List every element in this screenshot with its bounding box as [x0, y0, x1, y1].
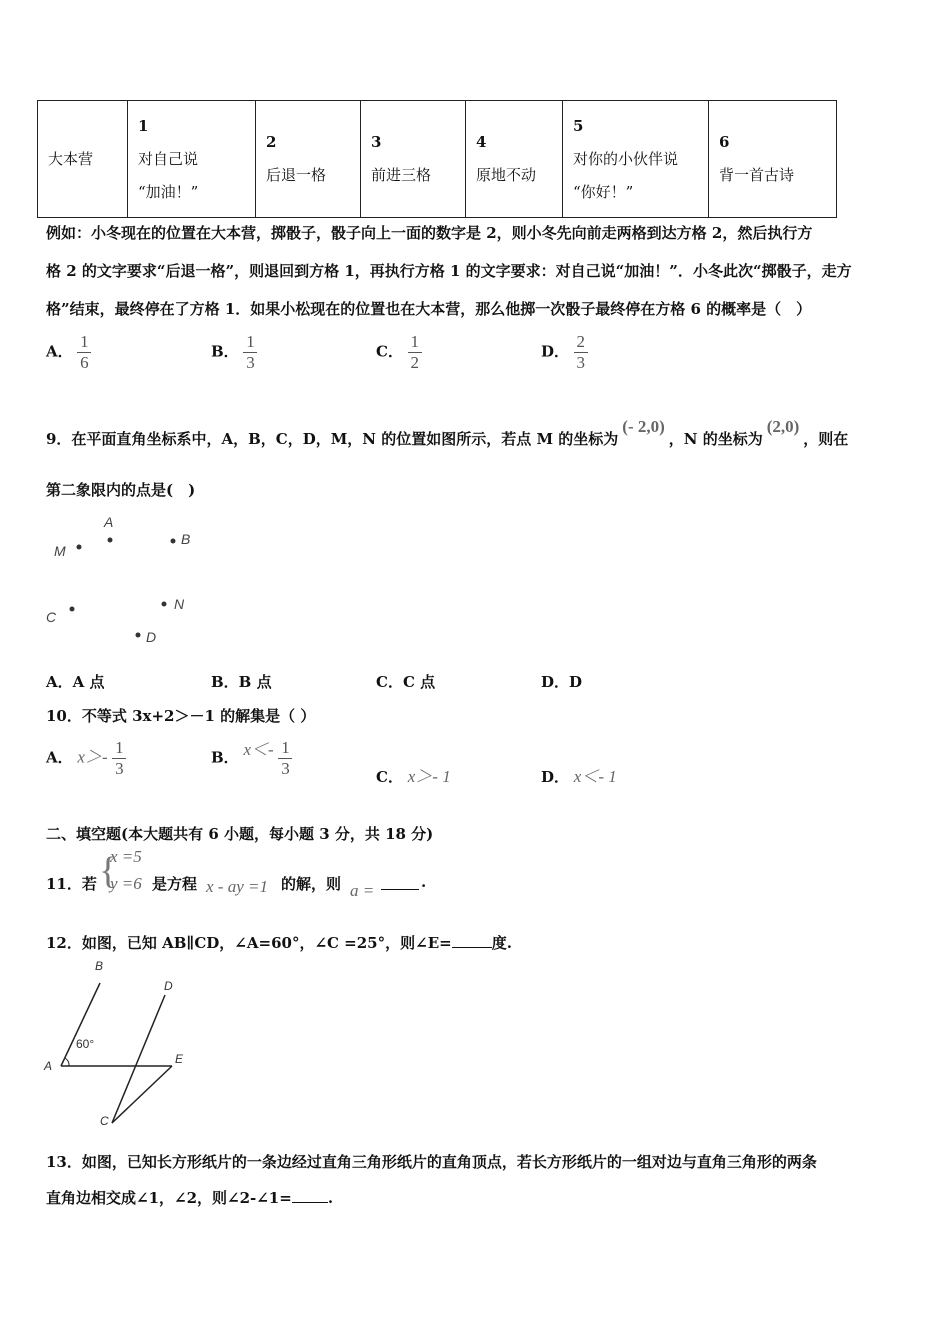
label-b: B: [95, 959, 104, 973]
board-cell-text: 对自己说: [138, 149, 199, 168]
q10-option-c[interactable]: C． x＞- 1: [376, 767, 451, 786]
q8-option-d[interactable]: [541, 332, 588, 373]
q9-text-line-2: 第二象限内的点是( ): [46, 481, 196, 499]
point-a-label: A: [104, 514, 114, 530]
line-ab: [61, 983, 100, 1066]
board-cell-number: 1: [138, 116, 149, 135]
label-c: C: [100, 1114, 109, 1128]
board-cell-text: 后退一格: [266, 166, 327, 184]
board-cell-5: [563, 101, 709, 218]
point-d: [136, 633, 141, 638]
q10-option-a[interactable]: A． x＞- $\frac{1}{3}$: [46, 738, 126, 779]
game-board-table: [37, 100, 837, 218]
board-cell-text: 对你的小伙伴说: [573, 149, 679, 168]
board-cell-6: [709, 101, 837, 218]
point-m-label: M: [54, 543, 66, 559]
fraction: $\frac{1}{3}$: [278, 738, 292, 779]
label-e: E: [175, 1052, 184, 1066]
q9-option-c[interactable]: C．C 点: [376, 673, 436, 691]
point-d-label: D: [146, 629, 157, 645]
point-n: [162, 602, 167, 607]
label-d: D: [164, 979, 173, 993]
q9-option-a[interactable]: A．A 点: [46, 673, 105, 691]
equation-x: x =5: [110, 847, 142, 866]
q9-text-line-1: 9．在平面直角坐标系中，A，B，C，D，M，N 的位置如图所示，若点 M 的坐标为(- 2,0)，N 的坐标为(2,0)，则在: [46, 417, 849, 448]
point-m: [77, 545, 82, 550]
board-cell-text: 背一首古诗: [719, 166, 795, 184]
board-cell-number: 6: [719, 133, 730, 151]
coord-m: (- 2,0): [622, 417, 665, 436]
board-cell-number: 3: [371, 133, 382, 151]
equation: x - ay =1: [206, 877, 268, 896]
q8-text-line-2: 格 2 的文字要求“后退一格”，则退回到方格 1，再执行方格 1 的文字要求：对自己说“加油！”．小冬此次“掷骰子，走方: [46, 262, 852, 280]
board-cell-number: 2: [266, 133, 277, 151]
answer-blank[interactable]: [381, 877, 419, 890]
q12-question: 12．如图，已知 AB∥CD，∠A=60°，∠C =25°，则∠E= 度.: [46, 934, 512, 952]
equation-y: y =6: [110, 874, 142, 893]
board-cell-3: [361, 101, 466, 218]
q10-option-b[interactable]: B． x＜- $\frac{1}{3}$: [211, 738, 292, 779]
point-c-label: C: [46, 609, 57, 625]
line-cd: [112, 995, 165, 1123]
angle-label: 60°: [76, 1037, 95, 1051]
answer-blank[interactable]: [452, 933, 492, 948]
section-2-heading: 二、填空题(本大题共有 6 小题，每小题 3 分，共 18 分): [46, 825, 434, 843]
option-label: A．: [46, 342, 73, 361]
point-b-label: B: [181, 531, 191, 547]
option-label: B．: [211, 342, 239, 361]
q13-line-1: 13．如图，已知长方形纸片的一条边经过直角三角形纸片的直角顶点，若长方形纸片的一组对边与直角三角形的两条: [46, 1153, 817, 1171]
coord-n: (2,0): [766, 417, 800, 436]
point-n-label: N: [174, 596, 185, 612]
q8-text-line-3: 格”结束，最终停在了方格 1．如果小松现在的位置也在大本营，那么他掷一次骰子最终停在方格 6 的概率是（ ）: [46, 300, 812, 318]
fraction: $\frac{1}{3}$: [243, 332, 257, 373]
board-cell-text: 大本营: [48, 149, 94, 168]
line-ce: [112, 1066, 172, 1123]
q10-option-d[interactable]: D． x＜- 1: [541, 767, 617, 786]
point-c: [70, 607, 75, 612]
q8-text-line-1: 例如：小冬现在的位置在大本营，掷骰子，骰子向上一面的数字是 2，则小冬先向前走两格到达方格 2，然后执行方: [46, 224, 813, 242]
fraction: $\frac{1}{6}$: [77, 332, 91, 373]
q9-option-b[interactable]: B．B 点: [211, 673, 272, 691]
q8-option-c[interactable]: [376, 332, 422, 373]
board-cell-number: 5: [573, 116, 584, 135]
q9-option-d[interactable]: D．D: [541, 673, 583, 691]
board-cell-2: [256, 101, 361, 218]
q8-option-a[interactable]: [46, 332, 91, 373]
board-cell-number: 4: [476, 133, 487, 151]
board-cell-text: 前进三格: [371, 166, 432, 184]
fraction: $\frac{1}{2}$: [408, 332, 422, 373]
board-cell-4: [466, 101, 563, 218]
board-cell-text: 原地不动: [476, 166, 537, 184]
q8-option-b[interactable]: [211, 332, 257, 373]
point-b: [171, 539, 176, 544]
label-a: A: [44, 1059, 53, 1073]
board-cell-text: “你好！”: [573, 182, 634, 201]
option-label: D．: [541, 342, 570, 361]
q12-figure: [40, 955, 200, 1135]
board-cell-base: [38, 101, 128, 218]
q10-question: 10．不等式 3x+2＞－1 的解集是（ ）: [46, 707, 316, 725]
board-cell-1: [128, 101, 256, 218]
q13-line-2: 直角边相交成∠1，∠2，则∠2-∠1= .: [46, 1189, 334, 1207]
q9-points-figure: [40, 510, 220, 650]
answer-blank[interactable]: [292, 1188, 328, 1203]
board-cell-text: “加油！”: [138, 182, 199, 201]
point-a: [108, 538, 113, 543]
fraction: $\frac{2}{3}$: [574, 332, 588, 373]
fraction: $\frac{1}{3}$: [112, 738, 126, 779]
option-label: C．: [376, 342, 403, 361]
angle-arc: [65, 1058, 69, 1066]
